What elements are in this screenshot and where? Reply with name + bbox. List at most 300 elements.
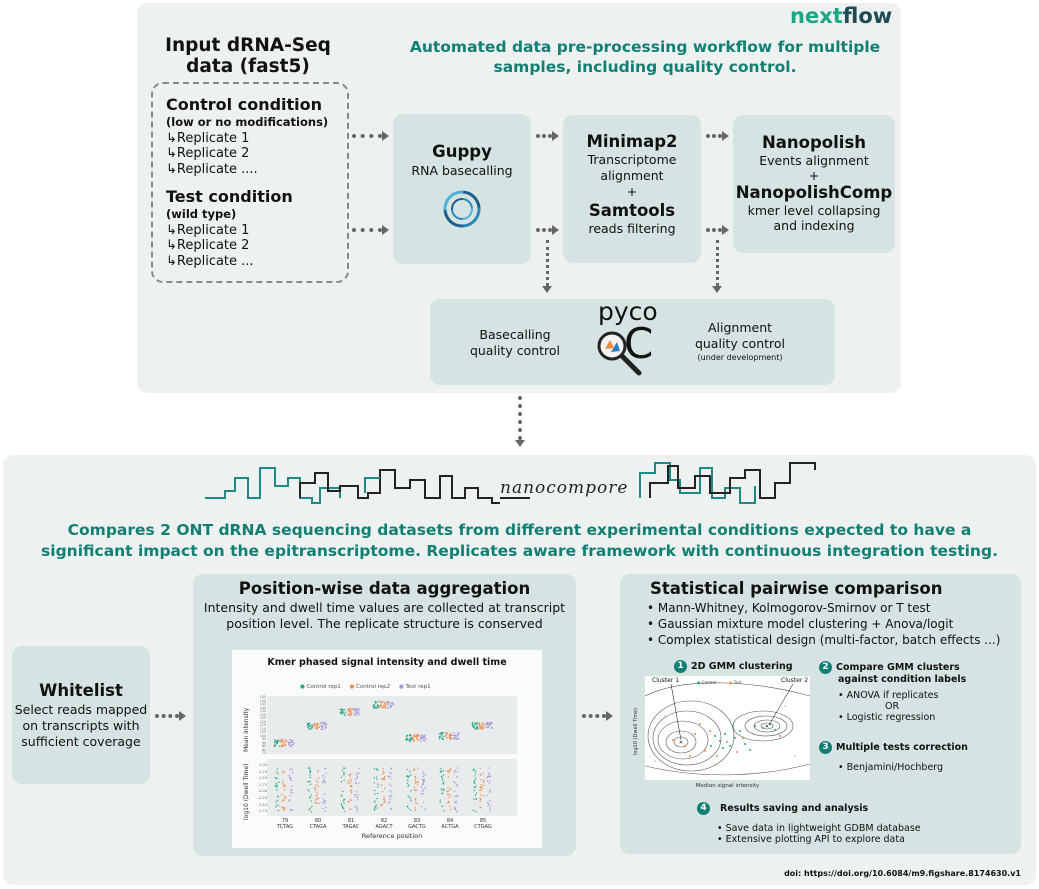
dwell-point	[310, 777, 311, 778]
dwell-point	[415, 798, 416, 799]
dwell-point	[489, 810, 490, 811]
dwell-point	[421, 793, 422, 794]
dwell-point	[344, 768, 345, 769]
dwell-point	[383, 779, 384, 780]
dwell-point	[382, 791, 383, 792]
arrow-preprocessing-to-nanocompore	[518, 396, 522, 440]
dwell-point	[383, 770, 384, 771]
intensity-point	[387, 704, 388, 705]
dwell-point	[440, 801, 441, 802]
step4-title: Results saving and analysis	[720, 803, 869, 814]
dwell-point	[317, 781, 318, 782]
dwell-point	[318, 798, 319, 799]
intensity-point	[322, 729, 323, 730]
dwell-point	[309, 797, 310, 798]
intensity-point	[311, 728, 312, 729]
dwell-point	[475, 778, 476, 779]
dwell-point	[311, 811, 312, 812]
intensity-ytick: 130	[259, 712, 266, 717]
intensity-ytick: 105	[259, 730, 266, 734]
intensity-point	[455, 737, 456, 738]
intensity-point	[479, 728, 480, 729]
arrowhead-minimap-to-nanopolish-top	[722, 131, 729, 141]
dwell-point	[316, 780, 317, 781]
intensity-point	[385, 702, 386, 703]
dwell-point	[422, 784, 423, 785]
dwell-point	[410, 798, 411, 799]
intensity-ytick: 100	[259, 733, 266, 738]
dwell-point	[357, 809, 358, 810]
intensity-point	[320, 722, 321, 723]
intensity-point	[409, 740, 410, 741]
dwell-point	[356, 807, 357, 808]
dwell-point	[456, 811, 457, 812]
intensity-point	[485, 724, 486, 725]
dwell-point	[275, 806, 276, 807]
intensity-point	[378, 701, 379, 702]
dwell-point	[292, 809, 293, 810]
arrow-guppy-to-minimap-bottom	[536, 228, 552, 232]
intensity-point	[350, 715, 351, 716]
dwell-point	[456, 784, 457, 785]
dwell-point	[291, 810, 292, 811]
position-label	[438, 818, 462, 830]
dwell-point	[450, 769, 451, 770]
dwell-point	[341, 803, 342, 804]
intensity-ytick: 85	[261, 744, 266, 748]
dwell-point	[479, 801, 480, 802]
intensity-point	[422, 736, 423, 737]
intensity-point	[407, 739, 408, 740]
intensity-point	[285, 740, 286, 741]
arrow-control-to-guppy	[352, 134, 382, 138]
dwell-point	[440, 768, 441, 769]
dwell-point	[377, 793, 378, 794]
intensity-point	[409, 738, 410, 739]
dwell-point	[375, 806, 376, 807]
dwell-point	[442, 806, 443, 807]
intensity-point	[319, 727, 320, 728]
intensity-point	[325, 728, 326, 729]
nanopolish-desc: Events alignment	[759, 153, 869, 168]
dwell-point	[325, 767, 326, 768]
dwell-point	[475, 771, 476, 772]
dwell-point	[343, 780, 344, 781]
intensity-point	[375, 702, 376, 703]
dwell-point	[314, 789, 315, 790]
minimap-text	[563, 131, 701, 237]
dwell-point	[389, 799, 390, 800]
intensity-ytick: 110	[259, 726, 266, 731]
step4	[697, 802, 868, 815]
nanopolish-text	[733, 133, 895, 233]
dwell-point	[424, 787, 425, 788]
intensity-point	[289, 742, 290, 743]
dwell-point	[410, 774, 411, 775]
dwell-point	[408, 784, 409, 785]
intensity-point	[326, 724, 327, 725]
dwell-point	[489, 767, 490, 768]
dwell-point	[348, 780, 349, 781]
preprocessing-title-line2: samples, including quality control.	[493, 58, 797, 76]
alignment-qc-sub: (under development)	[697, 353, 783, 362]
dwell-point	[454, 796, 455, 797]
intensity-point	[359, 713, 360, 714]
gmm-ylabel: log10 (Dwell Time)	[633, 707, 639, 755]
dwell-point	[316, 795, 317, 796]
dwell-point	[487, 777, 488, 778]
dwell-point	[406, 769, 407, 770]
intensity-point	[488, 725, 489, 726]
intensity-point	[307, 727, 308, 728]
intensity-point	[417, 737, 418, 738]
intensity-point	[279, 740, 280, 741]
input-title-line2: data (fast5)	[186, 56, 310, 77]
intensity-point	[406, 736, 407, 737]
dwell-point	[448, 790, 449, 791]
dwell-point	[407, 786, 408, 787]
intensity-point	[381, 702, 382, 703]
arrow-guppy-to-minimap-top	[536, 134, 552, 138]
samtools-title: Samtools	[588, 201, 676, 220]
pycoqc-right-text	[665, 320, 815, 363]
dwell-point	[409, 771, 410, 772]
dwell-point	[292, 772, 293, 773]
dwell-point	[480, 767, 481, 768]
intensity-point	[409, 735, 410, 736]
intensity-point	[288, 742, 289, 743]
intensity-point	[308, 729, 309, 730]
step1	[674, 660, 793, 673]
dwell-point	[389, 801, 390, 802]
dwell-point	[290, 777, 291, 778]
intensity-point	[450, 739, 451, 740]
dwell-point	[454, 807, 455, 808]
dwell-point	[373, 809, 374, 810]
whitelist-desc-line2: on transcripts with	[22, 718, 140, 733]
dwell-point	[374, 810, 375, 811]
position-kmer: ACTGA	[441, 824, 459, 830]
intensity-yticks	[252, 696, 266, 756]
intensity-point	[413, 740, 414, 741]
intensity-point	[391, 705, 392, 706]
dwell-point	[383, 772, 384, 773]
dwell-point	[323, 808, 324, 809]
dwell-point	[391, 778, 392, 779]
dwell-point	[423, 802, 424, 803]
preprocessing-title-line1: Automated data pre-processing workflow for multiple	[409, 38, 881, 56]
dwell-point	[475, 795, 476, 796]
dwell-point	[473, 810, 474, 811]
dwell-point	[351, 780, 352, 781]
intensity-point	[377, 705, 378, 706]
control-replicate-3: ↳Replicate ....	[166, 161, 258, 177]
dwell-point	[343, 774, 344, 775]
dwell-point	[415, 809, 416, 810]
dwell-point	[376, 807, 377, 808]
position-kmer: CTGAG	[474, 824, 492, 830]
intensity-point	[481, 723, 482, 724]
step2-item-3: • Logistic regression	[838, 712, 936, 723]
dwell-point	[439, 799, 440, 800]
dwell-point	[351, 792, 352, 793]
dwell-ytick: -2.00	[257, 789, 267, 794]
guppy-desc: RNA basecalling	[411, 163, 513, 178]
whitelist-title: Whitelist	[39, 681, 123, 700]
arrowhead-control-to-guppy	[382, 131, 389, 141]
gmm-legend-test-label: Test	[733, 680, 742, 685]
intensity-point	[309, 722, 310, 723]
dwell-point	[488, 783, 489, 784]
dwell-point	[376, 779, 377, 780]
dwell-point	[388, 775, 389, 776]
intensity-point	[347, 709, 348, 710]
dwell-point	[344, 803, 345, 804]
intensity-point	[343, 709, 344, 710]
intensity-point	[283, 739, 284, 740]
intensity-point	[405, 740, 406, 741]
intensity-point	[345, 712, 346, 713]
dwell-point	[414, 789, 415, 790]
intensity-point	[479, 724, 480, 725]
dwell-point	[449, 806, 450, 807]
stats-bullet-3: • Complex statistical design (multi-factor, batch effects ...)	[647, 633, 1001, 647]
dwell-point	[276, 804, 277, 805]
intensity-point	[359, 709, 360, 710]
dwell-point	[414, 779, 415, 780]
dwell-point	[310, 808, 311, 809]
dwell-point	[278, 810, 279, 811]
dwell-ytick: -2.25	[257, 795, 267, 800]
dwell-point	[349, 785, 350, 786]
dwell-point	[457, 785, 458, 786]
intensity-point	[425, 738, 426, 739]
intensity-point	[418, 740, 419, 741]
dwell-point	[414, 787, 415, 788]
dwell-point	[374, 801, 375, 802]
intensity-point	[479, 725, 480, 726]
dwell-point	[410, 809, 411, 810]
dwell-point	[290, 790, 291, 791]
nanopolishcomp-title: NanopolishComp	[735, 183, 893, 202]
dwell-point	[381, 784, 382, 785]
intensity-point	[282, 745, 283, 746]
step4-item-2: • Extensive plotting API to explore data	[717, 834, 905, 845]
intensity-point	[318, 724, 319, 725]
input-title	[143, 35, 353, 77]
position-kmer: AGACT	[375, 824, 393, 830]
dwell-point	[389, 772, 390, 773]
dwell-point	[285, 797, 286, 798]
test-condition-title: Test condition	[166, 187, 293, 206]
dwell-point	[309, 781, 310, 782]
dwell-point	[480, 789, 481, 790]
dwell-point	[325, 807, 326, 808]
dwell-point	[324, 793, 325, 794]
dwell-point	[443, 810, 444, 811]
minimap-desc-line1: Transcriptome	[587, 152, 677, 167]
intensity-point	[411, 737, 412, 738]
dwell-point	[358, 794, 359, 795]
intensity-point	[443, 736, 444, 737]
dwell-point	[441, 788, 442, 789]
alignment-qc-line2: quality control	[694, 336, 786, 351]
doi-text: doi: https://doi.org/10.6084/m9.figshare.8174630.v1	[784, 869, 1021, 878]
aggregation-legend	[300, 684, 431, 690]
dwell-point	[290, 769, 291, 770]
dwell-point	[351, 786, 352, 787]
stats-bullet-2: • Gaussian mixture model clustering + Anova/logit	[647, 617, 954, 631]
dwell-point	[283, 772, 284, 773]
dwell-point	[442, 779, 443, 780]
dwell-point	[421, 787, 422, 788]
intensity-point	[282, 741, 283, 742]
dwell-point	[374, 807, 375, 808]
dwell-point	[423, 776, 424, 777]
intensity-point	[383, 705, 384, 706]
dwell-point	[307, 789, 308, 790]
dwell-point	[317, 793, 318, 794]
intensity-point	[274, 739, 275, 740]
dwell-ytick: -2.75	[257, 809, 267, 814]
intensity-point	[289, 745, 290, 746]
intensity-ylabel: Mean intensity	[243, 707, 250, 752]
dwell-point	[422, 771, 423, 772]
dwell-point	[407, 806, 408, 807]
dwell-point	[454, 802, 455, 803]
intensity-ytick: 90	[261, 740, 266, 745]
step3-title: Multiple tests correction	[836, 742, 968, 753]
arrowhead-preprocessing-to-nanocompore	[515, 440, 525, 447]
intensity-point	[375, 707, 376, 708]
intensity-point	[413, 738, 414, 739]
dwell-point	[348, 802, 349, 803]
intensity-point	[382, 707, 383, 708]
dwell-ytick: -2.50	[257, 802, 267, 807]
intensity-ytick: 140	[259, 705, 266, 710]
intensity-point	[450, 734, 451, 735]
nanopolish-plus: +	[808, 168, 820, 183]
intensity-point	[407, 738, 408, 739]
dwell-point	[473, 781, 474, 782]
position-kmer: TCTAG	[276, 824, 294, 830]
intensity-point	[324, 725, 325, 726]
intensity-ytick: 120	[259, 719, 266, 724]
intensity-point	[349, 711, 350, 712]
position-label	[471, 818, 495, 830]
dwell-point	[448, 793, 449, 794]
gmm-legend-control: ● Control	[697, 680, 717, 685]
intensity-ytick: 115	[259, 723, 266, 727]
dwell-point	[349, 809, 350, 810]
step3-items	[838, 762, 943, 773]
minimap-desc-line2: alignment	[600, 168, 664, 183]
intensity-point	[356, 713, 357, 714]
dwell-point	[389, 795, 390, 796]
intensity-point	[350, 712, 351, 713]
intensity-point	[274, 742, 275, 743]
arrowhead-test-to-guppy	[382, 225, 389, 235]
dwell-point	[441, 776, 442, 777]
position-number: 79	[281, 818, 289, 824]
step1-badge: 1	[674, 660, 687, 673]
dwell-point	[483, 785, 484, 786]
intensity-point	[446, 737, 447, 738]
svg-text:✕: ✕	[764, 724, 770, 730]
intensity-point	[274, 741, 275, 742]
dwell-point	[423, 782, 424, 783]
dwell-point	[310, 784, 311, 785]
cluster1-label: Cluster 1	[652, 677, 680, 684]
dwell-point	[276, 771, 277, 772]
intensity-point	[351, 708, 352, 709]
intensity-point	[307, 724, 308, 725]
intensity-point	[489, 724, 490, 725]
dwell-point	[342, 791, 343, 792]
test-replicate-2: ↳Replicate 2	[166, 238, 250, 253]
arrowhead-guppy-to-minimap-bottom	[552, 225, 559, 235]
dwell-point	[476, 798, 477, 799]
dwell-point	[439, 770, 440, 771]
basecalling-qc-line1: Basecalling	[479, 327, 551, 342]
pycoqc-logo-top: pyco	[598, 297, 658, 326]
intensity-point	[372, 705, 373, 706]
control-condition-title: Control condition	[166, 95, 323, 114]
dwell-yticks	[251, 762, 267, 815]
dwell-point	[417, 767, 418, 768]
intensity-point	[475, 724, 476, 725]
control-condition	[166, 95, 328, 177]
dwell-point	[481, 788, 482, 789]
dwell-point	[324, 776, 325, 777]
svg-text:✕: ✕	[678, 740, 684, 746]
intensity-point	[326, 726, 327, 727]
input-title-line1: Input dRNA-Seq	[165, 35, 331, 56]
arrow-minimap-to-nanopolish-bottom	[706, 228, 722, 232]
dwell-point	[489, 808, 490, 809]
step3-badge: 3	[819, 741, 832, 754]
intensity-point	[385, 706, 386, 707]
dwell-point	[474, 775, 475, 776]
dwell-point	[343, 767, 344, 768]
aggregation-plot	[267, 696, 517, 816]
dwell-point	[318, 802, 319, 803]
dwell-point	[324, 803, 325, 804]
dwell-point	[424, 774, 425, 775]
control-condition-sub: (low or no modifications)	[166, 115, 329, 129]
nanopolish-title: Nanopolish	[761, 133, 867, 152]
dwell-point	[277, 785, 278, 786]
step2-items	[838, 690, 938, 723]
dwell-point	[282, 807, 283, 808]
dwell-point	[422, 793, 423, 794]
intensity-point	[316, 723, 317, 724]
dwell-point	[455, 801, 456, 802]
intensity-point	[424, 741, 425, 742]
position-label	[273, 818, 297, 830]
intensity-point	[415, 736, 416, 737]
dwell-point	[415, 777, 416, 778]
aggregation-title: Position-wise data aggregation	[238, 579, 531, 598]
dwell-point	[341, 795, 342, 796]
dwell-point	[450, 789, 451, 790]
position-label	[306, 818, 330, 830]
intensity-point	[407, 735, 408, 736]
step3-item-1: • Benjamini/Hochberg	[838, 762, 944, 773]
position-number: 83	[413, 818, 421, 824]
dwell-point	[377, 786, 378, 787]
samtools-desc: reads filtering	[588, 221, 676, 236]
